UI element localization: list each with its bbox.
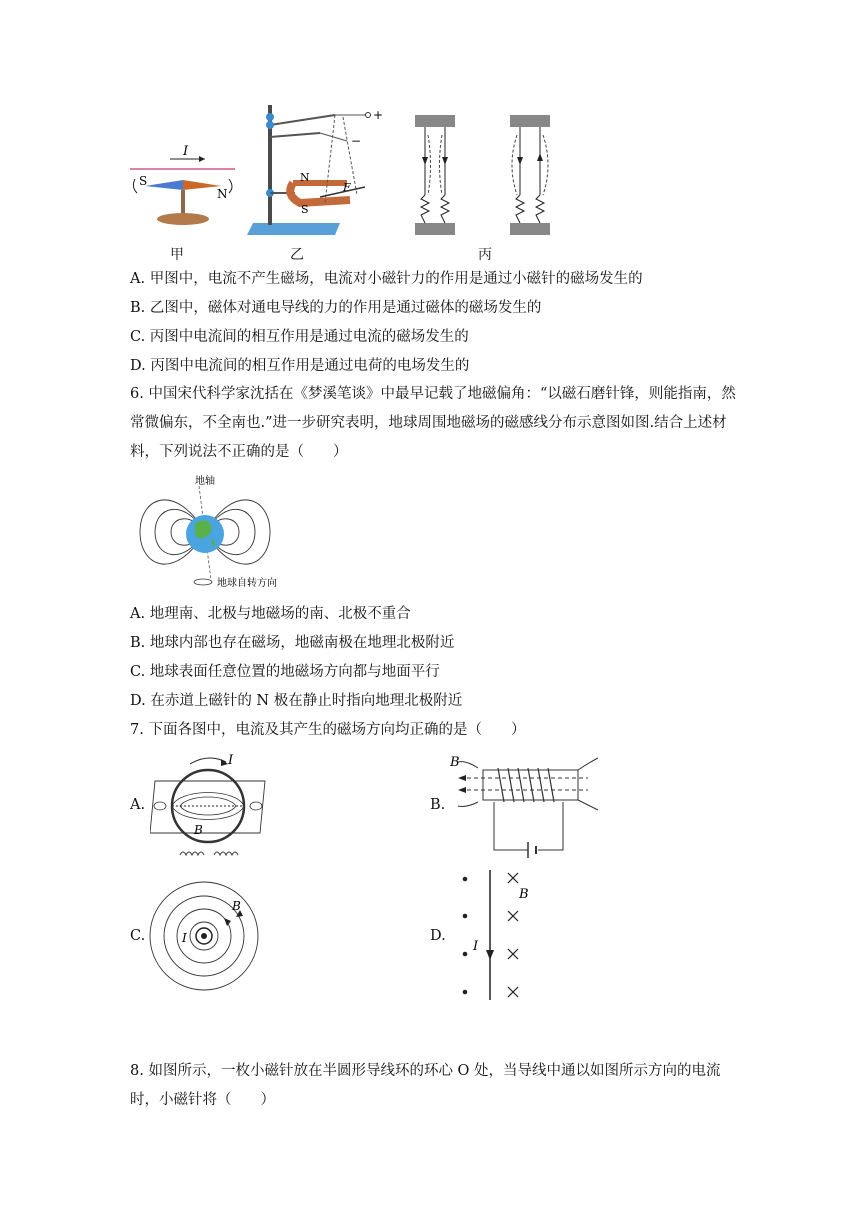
- q5-option-b: B. 乙图中，磁体对通电导线的力的作用是通过磁体的磁场发生的: [130, 300, 542, 316]
- caption-yi: 乙: [290, 247, 304, 263]
- needle-n-label: N: [217, 187, 228, 201]
- terminal-plus-label: +: [373, 108, 384, 122]
- magnet-n-label: N: [300, 171, 310, 184]
- q7-figure-b: [448, 750, 608, 860]
- figure-yi: [247, 105, 383, 235]
- caption-bing: 丙: [478, 247, 492, 263]
- earth-axis-label: 地轴: [195, 476, 215, 487]
- q7-a-current-label: I: [228, 753, 234, 768]
- earth-rotation-label: 地球自转方向: [217, 578, 277, 589]
- q7-a-field-label: B: [194, 823, 203, 837]
- terminal-minus-label: −: [351, 134, 362, 148]
- q7-c-current-label: I: [182, 931, 187, 945]
- figure-bing-antiparallel: [510, 115, 550, 235]
- figure-bing-parallel: [415, 115, 455, 235]
- q6-option-c: C. 地球表面任意位置的地磁场方向都与地面平行: [130, 664, 440, 680]
- q5-option-c: C. 丙图中电流间的相互作用是通过电流的磁场发生的: [130, 329, 469, 345]
- q7-label-c: C.: [130, 928, 146, 944]
- q7-figure-d: [455, 868, 545, 1003]
- q8-stem: 8. 如图所示，一枚小磁针放在半圆形导线环的环心 O 处，当导线中通以如图所示方向的电流时，小磁针将（ ）: [130, 1063, 721, 1108]
- needle-s-label: S: [139, 174, 148, 188]
- q7-figure-c: [148, 880, 263, 995]
- q6-stem: 6. 中国宋代科学家沈括在《梦溪笔谈》中最早记载了地磁偏角：“以磁石磨针锋，则能指南，然常微偏东，不全南也.”进一步研究表明，地球周围地磁场的磁感线分布示意图如图.结合上述材料，下列说法不正确的是（ ）: [130, 386, 736, 460]
- q7-d-field-label: B: [519, 887, 529, 902]
- q5-option-a: A. 甲图中，电流不产生磁场，电流对小磁针力的作用是通过小磁针的磁场发生的: [130, 271, 643, 287]
- q6-option-a: A. 地理南、北极与地磁场的南、北极不重合: [130, 606, 411, 622]
- q6-option-d: D. 在赤道上磁针的 N 极在静止时指向地理北极附近: [130, 693, 463, 709]
- caption-jia: 甲: [170, 247, 184, 263]
- q5-figures: [125, 95, 585, 265]
- q7-label-a: A.: [130, 797, 146, 813]
- q6-earth-figure: [135, 472, 305, 592]
- current-label-jia: I: [183, 144, 189, 159]
- force-label: F: [343, 181, 351, 194]
- q7-figure-a: [150, 748, 270, 863]
- q7-label-b: B.: [430, 797, 446, 813]
- q7-label-d: D.: [430, 928, 446, 944]
- figure-jia: [130, 144, 235, 225]
- q7-d-current-label: I: [473, 939, 479, 954]
- magnet-s-label: S: [301, 203, 309, 216]
- q7-stem: 7. 下面各图中，电流及其产生的磁场方向均正确的是（ ）: [130, 722, 526, 738]
- q6-option-b: B. 地球内部也存在磁场，地磁南极在地理北极附近: [130, 635, 455, 651]
- q7-c-field-label: B: [232, 899, 241, 913]
- q7-b-field-label: B: [450, 755, 460, 770]
- q5-option-d: D. 丙图中电流间的相互作用是通过电荷的电场发生的: [130, 358, 470, 374]
